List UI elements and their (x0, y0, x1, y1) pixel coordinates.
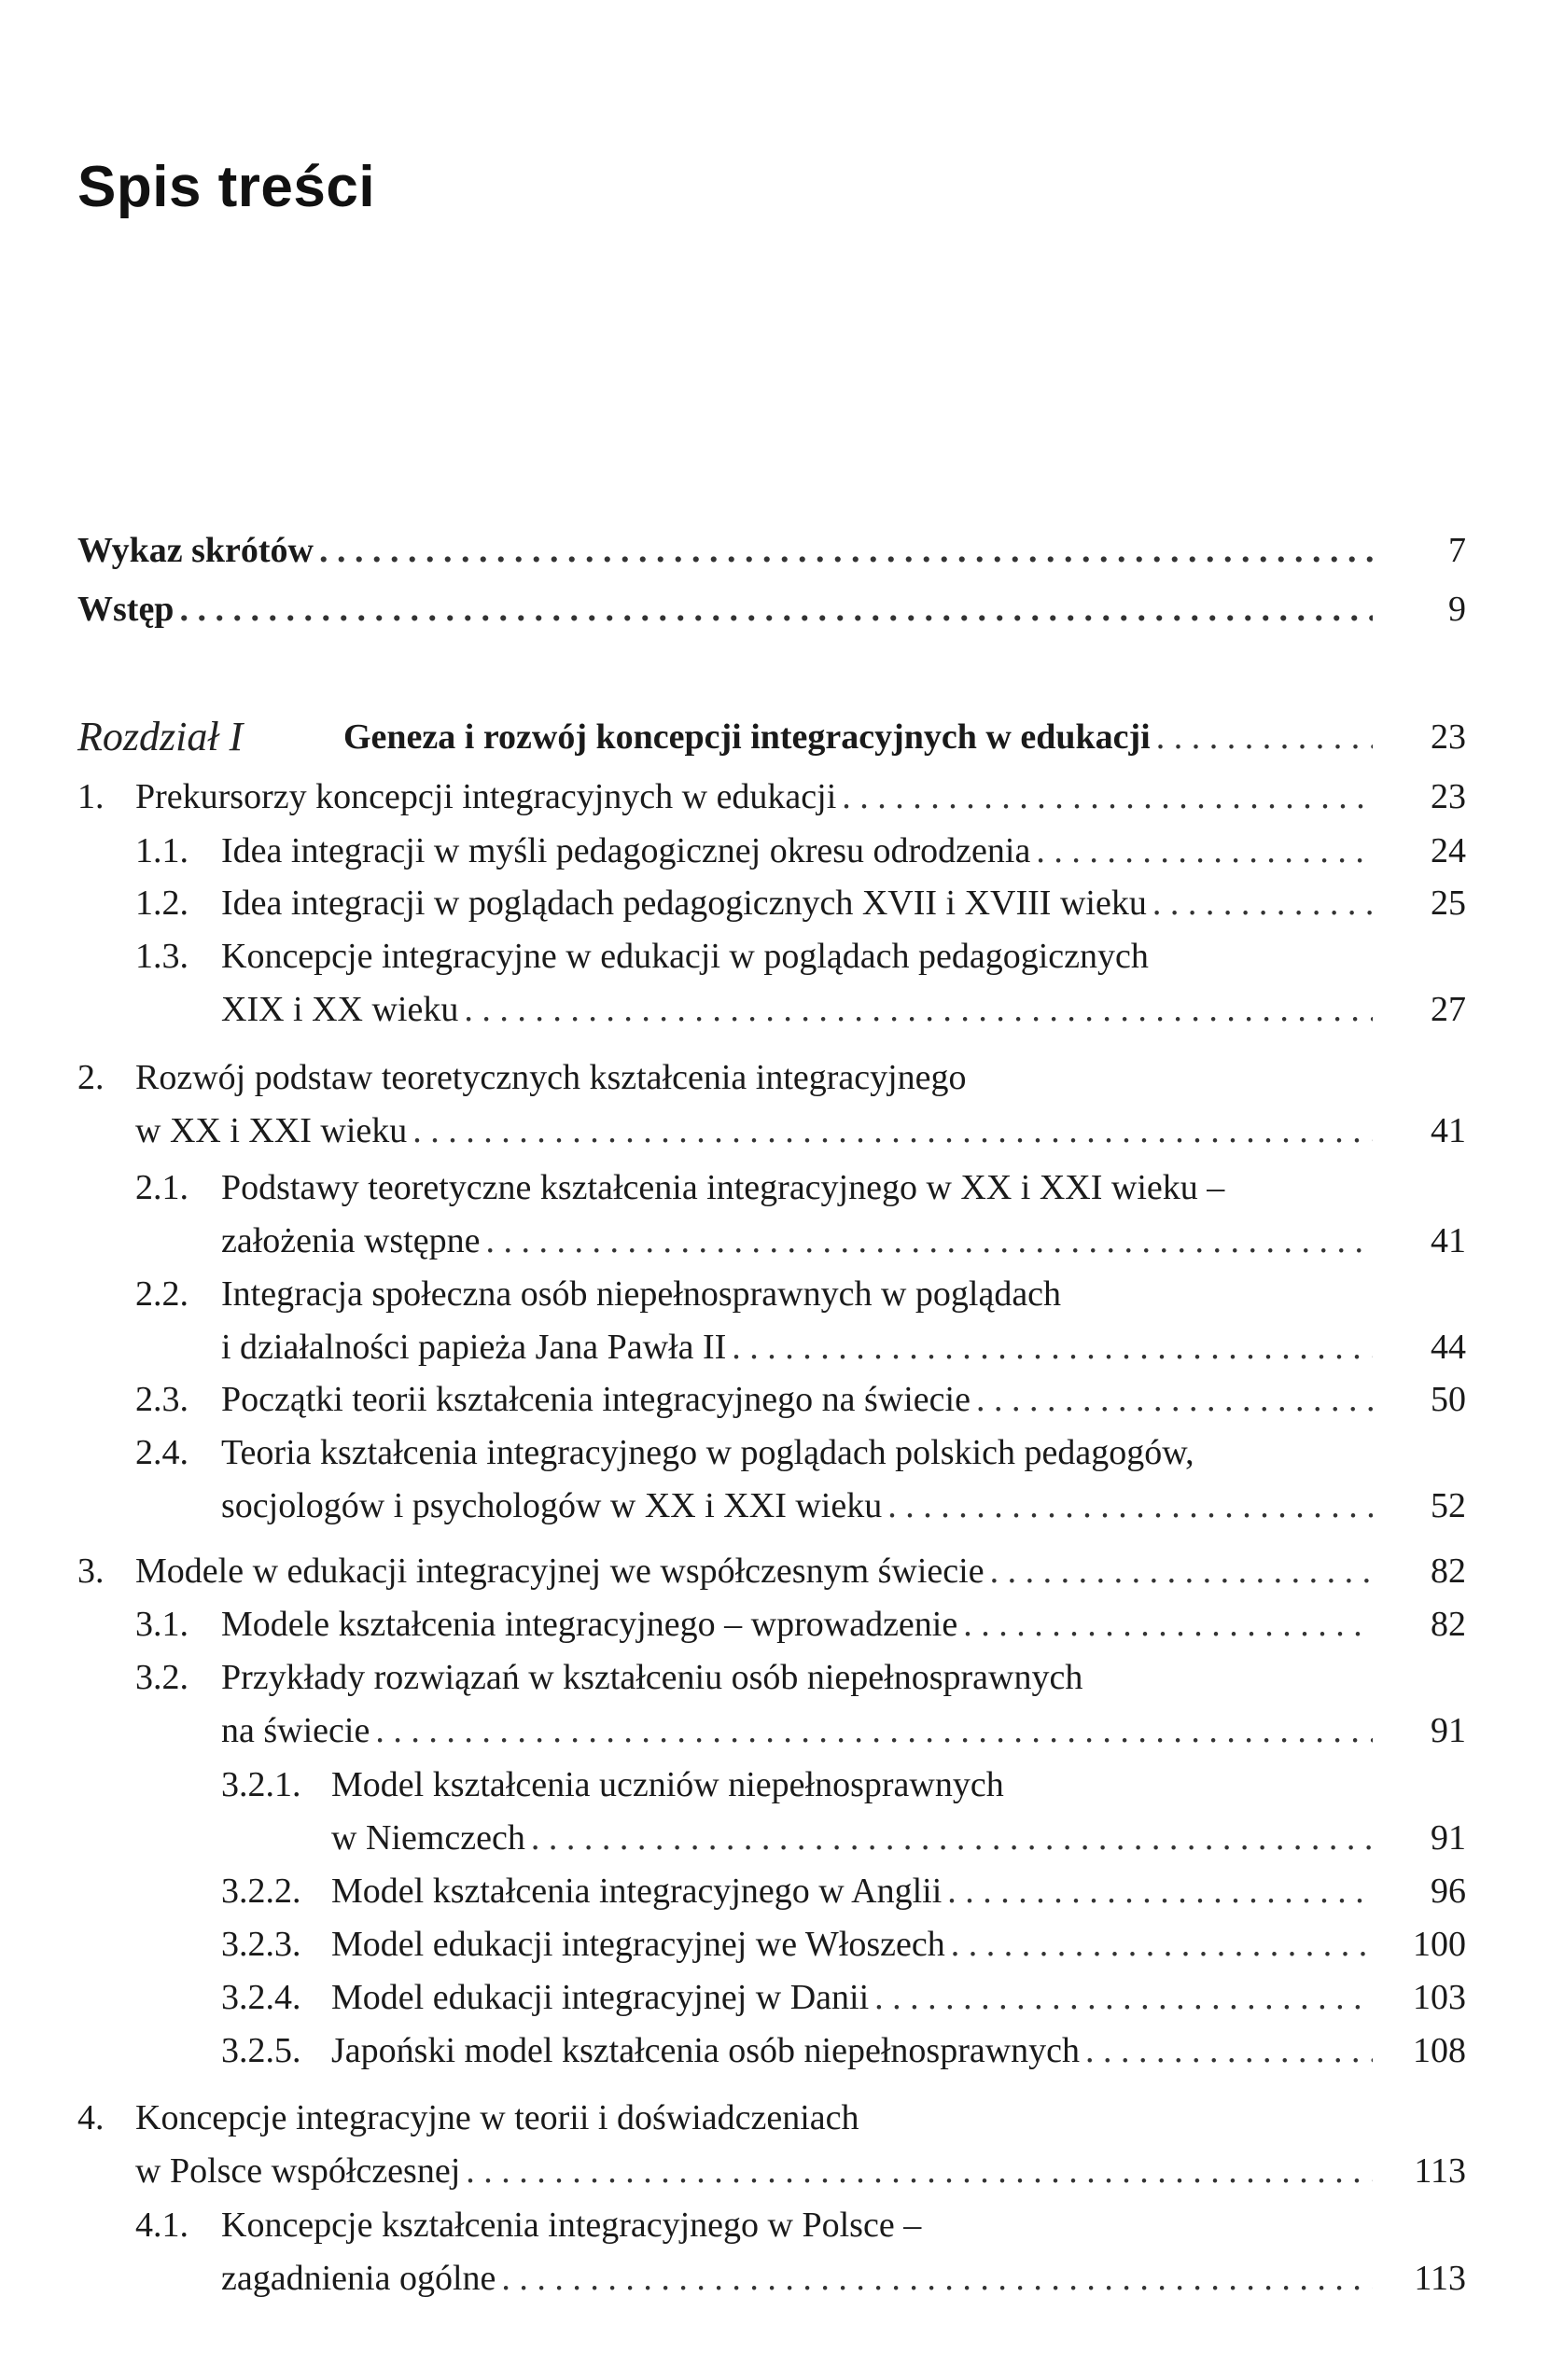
entry-label: Rozwój podstaw teoretycznych kształcenia integracyjnego (135, 1058, 967, 1097)
section-number: 4. (77, 2098, 105, 2137)
toc-entry[interactable] (0, 1969, 1564, 2025)
page-number: 100 (1413, 1925, 1466, 1964)
leader-dots (971, 1371, 1373, 1427)
leader-dots (836, 769, 1373, 825)
section-number: 3.2.5. (221, 2031, 301, 2070)
entry-label: Modele kształcenia integracyjnego – wprowadzenie (221, 1605, 958, 1644)
toc-entry[interactable] (0, 1916, 1564, 1972)
page-number: 41 (1431, 1111, 1466, 1150)
page-number: 113 (1414, 2151, 1466, 2191)
entry-label: i działalności papieża Jana Pawła II (221, 1328, 727, 1367)
toc-entry[interactable] (0, 1649, 1564, 1705)
toc-entry[interactable] (0, 1863, 1564, 1919)
entry-label: Koncepcje integracyjne w teorii i doświadczeniach (135, 2098, 859, 2137)
toc-entry[interactable] (0, 1371, 1564, 1427)
entry-label: w Niemczech (331, 1818, 525, 1858)
toc-entry-continuation[interactable] (0, 1103, 1564, 1159)
entry-label: założenia wstępne (221, 1221, 481, 1260)
toc-entry-continuation[interactable] (0, 1478, 1564, 1534)
toc-entry[interactable] (0, 2023, 1564, 2079)
toc-entry-introduction[interactable] (0, 581, 1564, 637)
toc-entry[interactable] (0, 1596, 1564, 1652)
chapter-title: Geneza i rozwój koncepcji integracyjnych w edukacji (343, 717, 1151, 757)
leader-dots (314, 522, 1373, 578)
section-number: 2.4. (135, 1433, 189, 1472)
entry-label: Integracja społeczna osób niepełnosprawnych w poglądach (221, 1274, 1062, 1314)
page-title: Spis treści (77, 155, 376, 219)
entry-label: zagadnienia ogólne (221, 2259, 496, 2298)
toc-entry[interactable] (0, 823, 1564, 879)
page-number: 44 (1431, 1328, 1466, 1367)
entry-label: w XX i XXI wieku (135, 1111, 408, 1150)
section-number: 3.1. (135, 1605, 189, 1644)
section-number: 3.2. (135, 1658, 189, 1697)
toc-entry[interactable] (0, 1050, 1564, 1106)
toc-entry-continuation[interactable] (0, 1703, 1564, 1759)
page-number: 50 (1431, 1380, 1466, 1419)
page-number: 103 (1413, 1978, 1466, 2017)
page-number: 7 (1448, 531, 1466, 570)
toc-entry-continuation[interactable] (0, 1319, 1564, 1375)
entry-label: Wykaz skrótów (77, 531, 314, 570)
entry-label: Idea integracji w myśli pedagogicznej okresu odrodzenia (221, 831, 1031, 870)
entry-label: Podstawy teoretyczne kształcenia integracyjnego w XX i XXI wieku – (221, 1168, 1225, 1207)
toc-entry-continuation[interactable] (0, 2143, 1564, 2199)
leader-dots (480, 1213, 1373, 1269)
page-number: 41 (1431, 1221, 1466, 1260)
toc-entry[interactable] (0, 2090, 1564, 2146)
entry-label: Model kształcenia uczniów niepełnosprawnych (331, 1765, 1004, 1804)
section-number: 3.2.4. (221, 1978, 301, 2017)
page-number: 24 (1431, 831, 1466, 870)
section-number: 2. (77, 1058, 105, 1097)
page-number: 25 (1431, 884, 1466, 923)
entry-label: Model edukacji integracyjnej w Danii (331, 1978, 870, 2017)
leader-dots (984, 1543, 1373, 1599)
leader-dots (460, 2143, 1373, 2199)
toc-entry[interactable] (0, 1543, 1564, 1599)
toc-chapter-heading[interactable] (0, 704, 1564, 770)
page-number: 91 (1431, 1711, 1466, 1750)
toc-entry-continuation[interactable] (0, 981, 1564, 1037)
section-number: 2.2. (135, 1274, 189, 1314)
leader-dots (458, 981, 1373, 1037)
chapter-label: Rozdział I (77, 714, 244, 759)
leader-dots (1147, 875, 1373, 931)
leader-dots (1080, 2023, 1373, 2079)
entry-label: w Polsce współczesnej (135, 2151, 461, 2191)
entry-label: Model kształcenia integracyjnego w Anglii (331, 1872, 943, 1911)
leader-dots (945, 1916, 1373, 1972)
toc-entry-continuation[interactable] (0, 1213, 1564, 1269)
toc-entry[interactable] (0, 769, 1564, 825)
section-number: 1.3. (135, 937, 189, 976)
leader-dots (174, 581, 1373, 637)
leader-dots (869, 1969, 1373, 2025)
section-number: 3.2.3. (221, 1925, 301, 1964)
section-number: 2.3. (135, 1380, 189, 1419)
page-number: 27 (1431, 990, 1466, 1029)
page-number: 108 (1413, 2031, 1466, 2070)
leader-dots (957, 1596, 1373, 1652)
toc-entry[interactable] (0, 1425, 1564, 1481)
page-number: 113 (1414, 2259, 1466, 2298)
entry-label: Koncepcje kształcenia integracyjnego w Polsce – (221, 2206, 922, 2245)
page-number: 96 (1431, 1872, 1466, 1911)
leader-dots (726, 1319, 1373, 1375)
section-number: 2.1. (135, 1168, 189, 1207)
toc-entry-continuation[interactable] (0, 2250, 1564, 2306)
leader-dots (882, 1478, 1373, 1534)
entry-label: Idea integracji w poglądach pedagogicznych XVII i XVIII wieku (221, 884, 1147, 923)
toc-entry[interactable] (0, 928, 1564, 984)
toc-entry-continuation[interactable] (0, 1810, 1564, 1866)
section-number: 3. (77, 1552, 105, 1591)
toc-entry[interactable] (0, 1757, 1564, 1813)
toc-entry[interactable] (0, 2197, 1564, 2253)
entry-label: Początki teorii kształcenia integracyjnego na świecie (221, 1380, 971, 1419)
toc-entry-abbreviations[interactable] (0, 522, 1564, 578)
leader-dots (1151, 704, 1373, 770)
entry-label: Koncepcje integracyjne w edukacji w poglądach pedagogicznych (221, 937, 1149, 976)
leader-dots (496, 2250, 1373, 2306)
toc-entry[interactable] (0, 1266, 1564, 1322)
entry-label: socjologów i psychologów w XX i XXI wieku (221, 1486, 883, 1525)
section-number: 3.2.2. (221, 1872, 301, 1911)
toc-entry[interactable] (0, 1160, 1564, 1216)
section-number: 1.1. (135, 831, 189, 870)
page-number: 82 (1431, 1605, 1466, 1644)
section-number: 1. (77, 777, 105, 816)
entry-label: Modele w edukacji integracyjnej we współczesnym świecie (135, 1552, 984, 1591)
entry-label: Japoński model kształcenia osób niepełnosprawnych (331, 2031, 1081, 2070)
toc-entry[interactable] (0, 875, 1564, 931)
page-number: 9 (1448, 590, 1466, 629)
page-number: 82 (1431, 1552, 1466, 1591)
section-number: 1.2. (135, 884, 189, 923)
section-number: 4.1. (135, 2206, 189, 2245)
page-number: 91 (1431, 1818, 1466, 1858)
entry-label: Przykłady rozwiązań w kształceniu osób niepełnosprawnych (221, 1658, 1083, 1697)
leader-dots (370, 1703, 1373, 1759)
entry-label: Teoria kształcenia integracyjnego w poglądach polskich pedagogów, (221, 1433, 1194, 1472)
entry-label: XIX i XX wieku (221, 990, 459, 1029)
entry-label: Model edukacji integracyjnej we Włoszech (331, 1925, 945, 1964)
page-number: 52 (1431, 1486, 1466, 1525)
entry-label: na świecie (221, 1711, 370, 1750)
page-number: 23 (1431, 777, 1466, 816)
section-number: 3.2.1. (221, 1765, 301, 1804)
entry-label: Prekursorzy koncepcji integracyjnych w edukacji (135, 777, 837, 816)
entry-label: Wstęp (77, 590, 175, 629)
page-number: 23 (1431, 717, 1466, 757)
leader-dots (525, 1810, 1373, 1866)
leader-dots (1030, 823, 1373, 879)
leader-dots (407, 1103, 1373, 1159)
leader-dots (942, 1863, 1373, 1919)
